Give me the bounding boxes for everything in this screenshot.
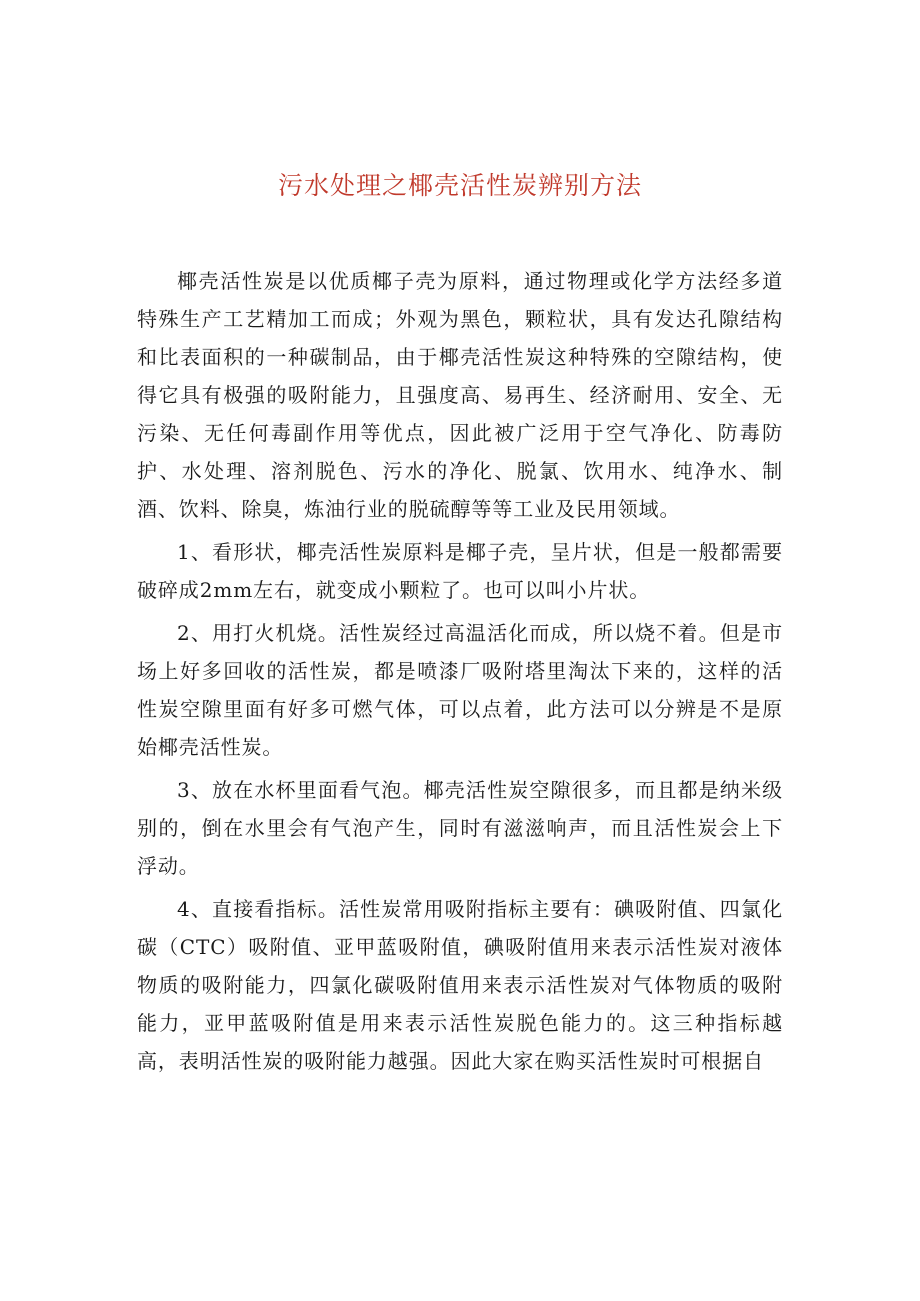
method-1-paragraph: 1、看形状，椰壳活性炭原料是椰子壳，呈片状，但是一般都需要破碎成2mm左右，就变成小颗粒了。也可以叫小片状。: [137, 540, 783, 602]
document-body: [137, 262, 783, 1085]
method-3-paragraph: 3、放在水杯里面看气泡。椰壳活性炭空隙很多，而且都是纳米级别的，倒在水里会有气泡产生，同时有滋滋响声，而且活性炭会上下浮动。: [137, 778, 783, 878]
method-2-paragraph: 2、用打火机烧。活性炭经过高温活化而成，所以烧不着。但是市场上好多回收的活性炭，都是喷漆厂吸附塔里淘汰下来的，这样的活性炭空隙里面有好多可燃气体，可以点着，此方法可以分辨是不是原始椰壳活性炭。: [137, 621, 783, 759]
intro-paragraph: 椰壳活性炭是以优质椰子壳为原料，通过物理或化学方法经多道特殊生产工艺精加工而成；外观为黑色，颗粒状，具有发达孔隙结构和比表面积的一种碳制品，由于椰壳活性炭这种特殊的空隙结构，使得它具有极强的吸附能力，且强度高、易再生、经济耐用、安全、无污染、无任何毒副作用等优点，因此被广泛用于空气净化、防毒防护、水处理、溶剂脱色、污水的净化、脱氯、饮用水、纯净水、制酒、饮料、除臭，炼油行业的脱硫醇等等工业及民用领域。: [137, 269, 783, 521]
method-4-paragraph: 4、直接看指标。活性炭常用吸附指标主要有：碘吸附值、四氯化碳（CTC）吸附值、亚甲蓝吸附值，碘吸附值用来表示活性炭对液体物质的吸附能力，四氯化碳吸附值用来表示活性炭对气体物质的吸附能力，亚甲蓝吸附值是用来表示活性炭脱色能力的。这三种指标越高，表明活性炭的吸附能力越强。因此大家在购买活性炭时可根据自: [137, 897, 783, 1073]
page-title: 污水处理之椰壳活性炭辨别方法: [277, 171, 642, 200]
